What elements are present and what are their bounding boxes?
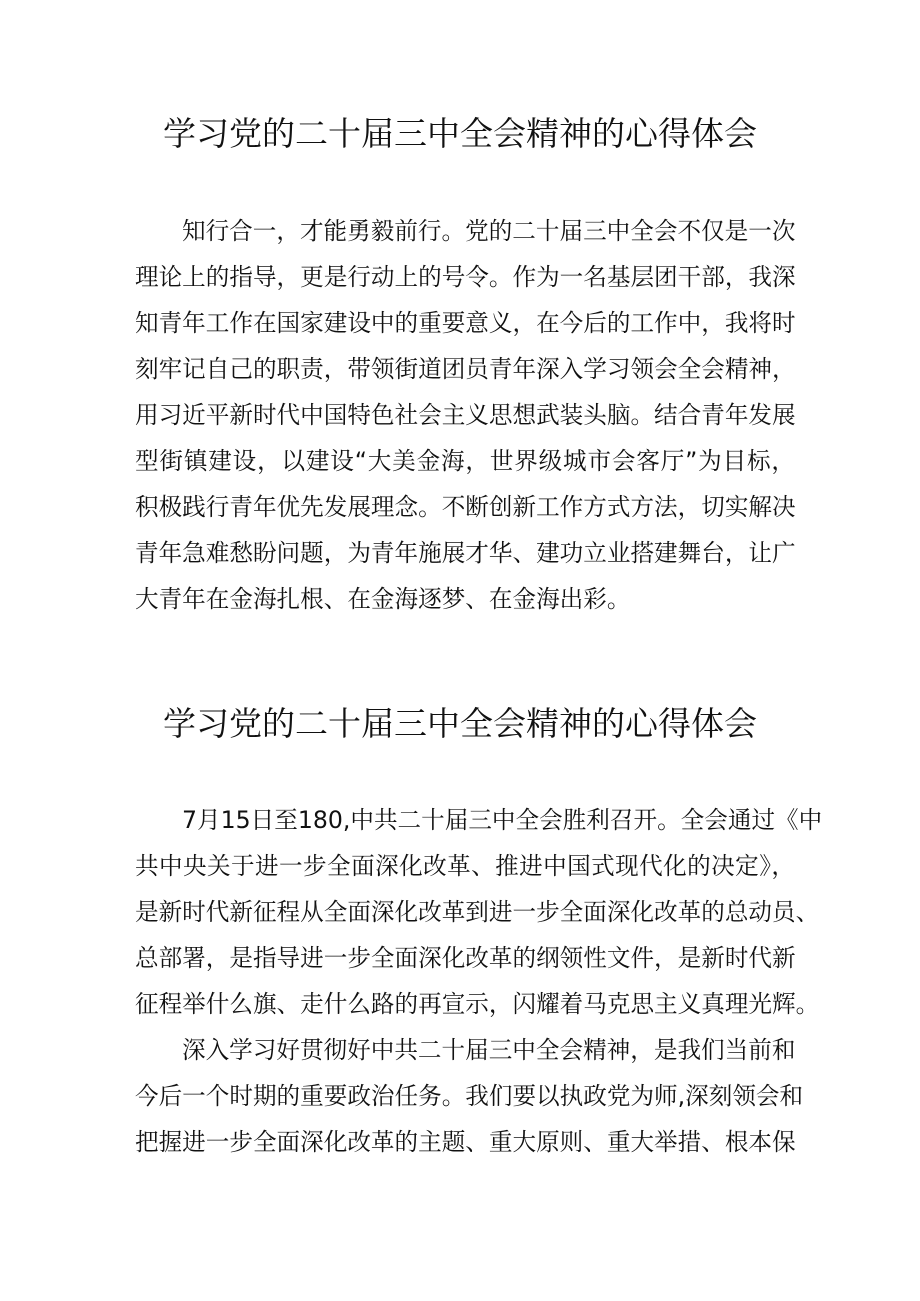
text-line: 刻牢记自己的职责，带领街道团员青年深入学习领会全会精神， (135, 355, 796, 383)
section-2-paragraph-2 (135, 1027, 804, 1165)
text-line: 7月15日至180,中共二十届三中全会胜利召开。全会通过《中 (182, 806, 823, 834)
text-line: 深入学习好贯彻好中共二十届三中全会精神，是我们当前和 (182, 1036, 796, 1064)
text-line: 总部署，是指导进一步全面深化改革的纲领性文件，是新时代新 (135, 944, 796, 972)
text-line: 知行合一，才能勇毅前行。党的二十届三中全会不仅是一次 (182, 217, 796, 245)
text-line: 今后一个时期的重要政治任务。我们要以执政党为师,深刻领会和 (135, 1082, 804, 1110)
text-line: 是新时代新征程从全面深化改革到进一步全面深化改革的总动员、 (135, 898, 820, 926)
text-line: 征程举什么旗、走什么路的再宣示，闪耀着马克思主义真理光辉。 (135, 990, 820, 1018)
text-line: 共中央关于进一步全面深化改革、推进中国式现代化的决定》， (135, 852, 795, 880)
text-line: 大青年在金海扎根、在金海逐梦、在金海出彩。 (135, 585, 631, 613)
text-line: 知青年工作在国家建设中的重要意义，在今后的工作中，我将时 (135, 309, 796, 337)
text-line: 青年急难愁盼问题，为青年施展才华、建功立业搭建舞台，让广 (135, 539, 796, 567)
section-1-paragraph-1 (135, 208, 795, 622)
text-line: 用习近平新时代中国特色社会主义思想武装头脑。结合青年发展 (135, 401, 796, 429)
text-line: 型街镇建设，以建设“大美金海，世界级城市会客厅”为目标， (135, 447, 795, 475)
section-1-title: 学习党的二十届三中全会精神的心得体会 (163, 114, 757, 153)
text-line: 积极践行青年优先发展理念。不断创新工作方式方法，切实解决 (135, 493, 796, 521)
section-2-paragraph-1 (135, 797, 823, 1027)
text-line: 把握进一步全面深化改革的主题、重大原则、重大举措、根本保 (135, 1128, 796, 1156)
section-2-title: 学习党的二十届三中全会精神的心得体会 (163, 704, 757, 743)
text-line: 理论上的指导，更是行动上的号令。作为一名基层团干部，我深 (135, 263, 796, 291)
